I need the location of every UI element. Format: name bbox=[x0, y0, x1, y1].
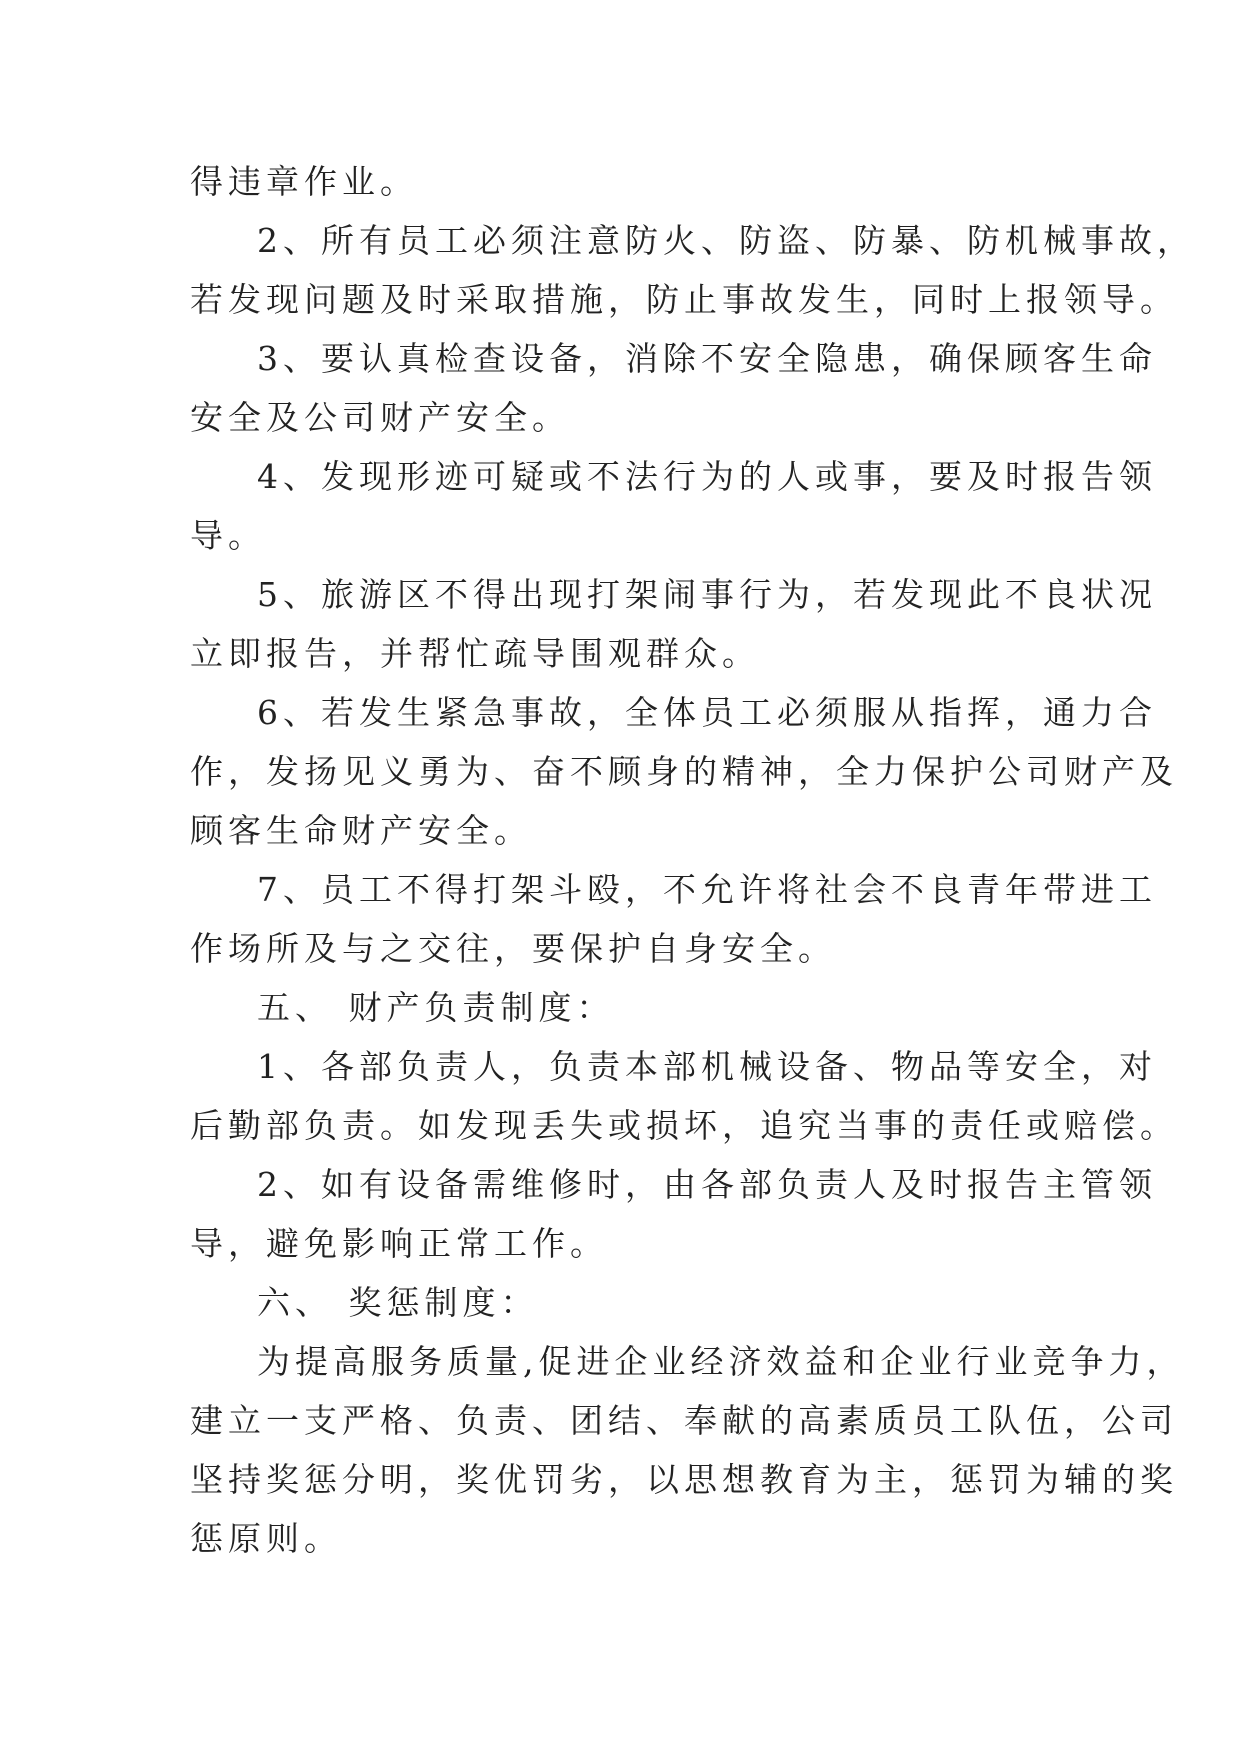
list-item-4-line-1: 4、发现形迹可疑或不法行为的人或事，要及时报告领 bbox=[257, 457, 1157, 496]
list-item-3-line-2: 安全及公司财产安全。 bbox=[190, 398, 570, 437]
list-item-4-line-2: 导。 bbox=[190, 516, 266, 555]
list-item-7-line-1: 7、员工不得打架斗殴，不允许将社会不良青年带进工 bbox=[257, 870, 1157, 909]
property-item-1-line-2: 后勤部负责。如发现丢失或损坏，追究当事的责任或赔偿。 bbox=[190, 1106, 1178, 1145]
rewards-paragraph-line-4: 惩原则。 bbox=[190, 1519, 342, 1558]
property-item-1-line-1: 1、各部负责人，负责本部机械设备、物品等安全，对 bbox=[257, 1047, 1157, 1086]
list-item-5-line-2: 立即报告，并帮忙疏导围观群众。 bbox=[190, 634, 760, 673]
rewards-paragraph-line-2: 建立一支严格、负责、团结、奉献的高素质员工队伍，公司 bbox=[190, 1401, 1178, 1440]
list-item-7-line-2: 作场所及与之交往，要保护自身安全。 bbox=[190, 929, 836, 968]
list-item-2-line-1: 2、所有员工必须注意防火、防盗、防暴、防机械事故， bbox=[257, 221, 1195, 260]
rewards-paragraph-line-3: 坚持奖惩分明，奖优罚劣，以思想教育为主，惩罚为辅的奖 bbox=[190, 1460, 1178, 1499]
list-item-3-line-1: 3、要认真检查设备，消除不安全隐患，确保顾客生命 bbox=[257, 339, 1157, 378]
document-body bbox=[190, 152, 1195, 1568]
list-item-6-line-1: 6、若发生紧急事故，全体员工必须服从指挥，通力合 bbox=[257, 693, 1157, 732]
list-item-2-line-2: 若发现问题及时采取措施，防止事故发生，同时上报领导。 bbox=[190, 280, 1178, 319]
text-line: 得违章作业。 bbox=[190, 162, 418, 201]
rewards-paragraph-line-1: 为提高服务质量,促进企业经济效益和企业行业竞争力， bbox=[257, 1342, 1185, 1381]
list-item-6-line-2: 作，发扬见义勇为、奋不顾身的精神，全力保护公司财产及 bbox=[190, 752, 1178, 791]
section-heading-property: 五、 财产负责制度： bbox=[257, 988, 615, 1027]
section-heading-rewards: 六、 奖惩制度： bbox=[257, 1283, 539, 1322]
list-item-5-line-1: 5、旅游区不得出现打架闹事行为，若发现此不良状况 bbox=[257, 575, 1157, 614]
list-item-6-line-3: 顾客生命财产安全。 bbox=[190, 811, 532, 850]
property-item-2-line-1: 2、如有设备需维修时，由各部负责人及时报告主管领 bbox=[257, 1165, 1157, 1204]
property-item-2-line-2: 导，避免影响正常工作。 bbox=[190, 1224, 608, 1263]
